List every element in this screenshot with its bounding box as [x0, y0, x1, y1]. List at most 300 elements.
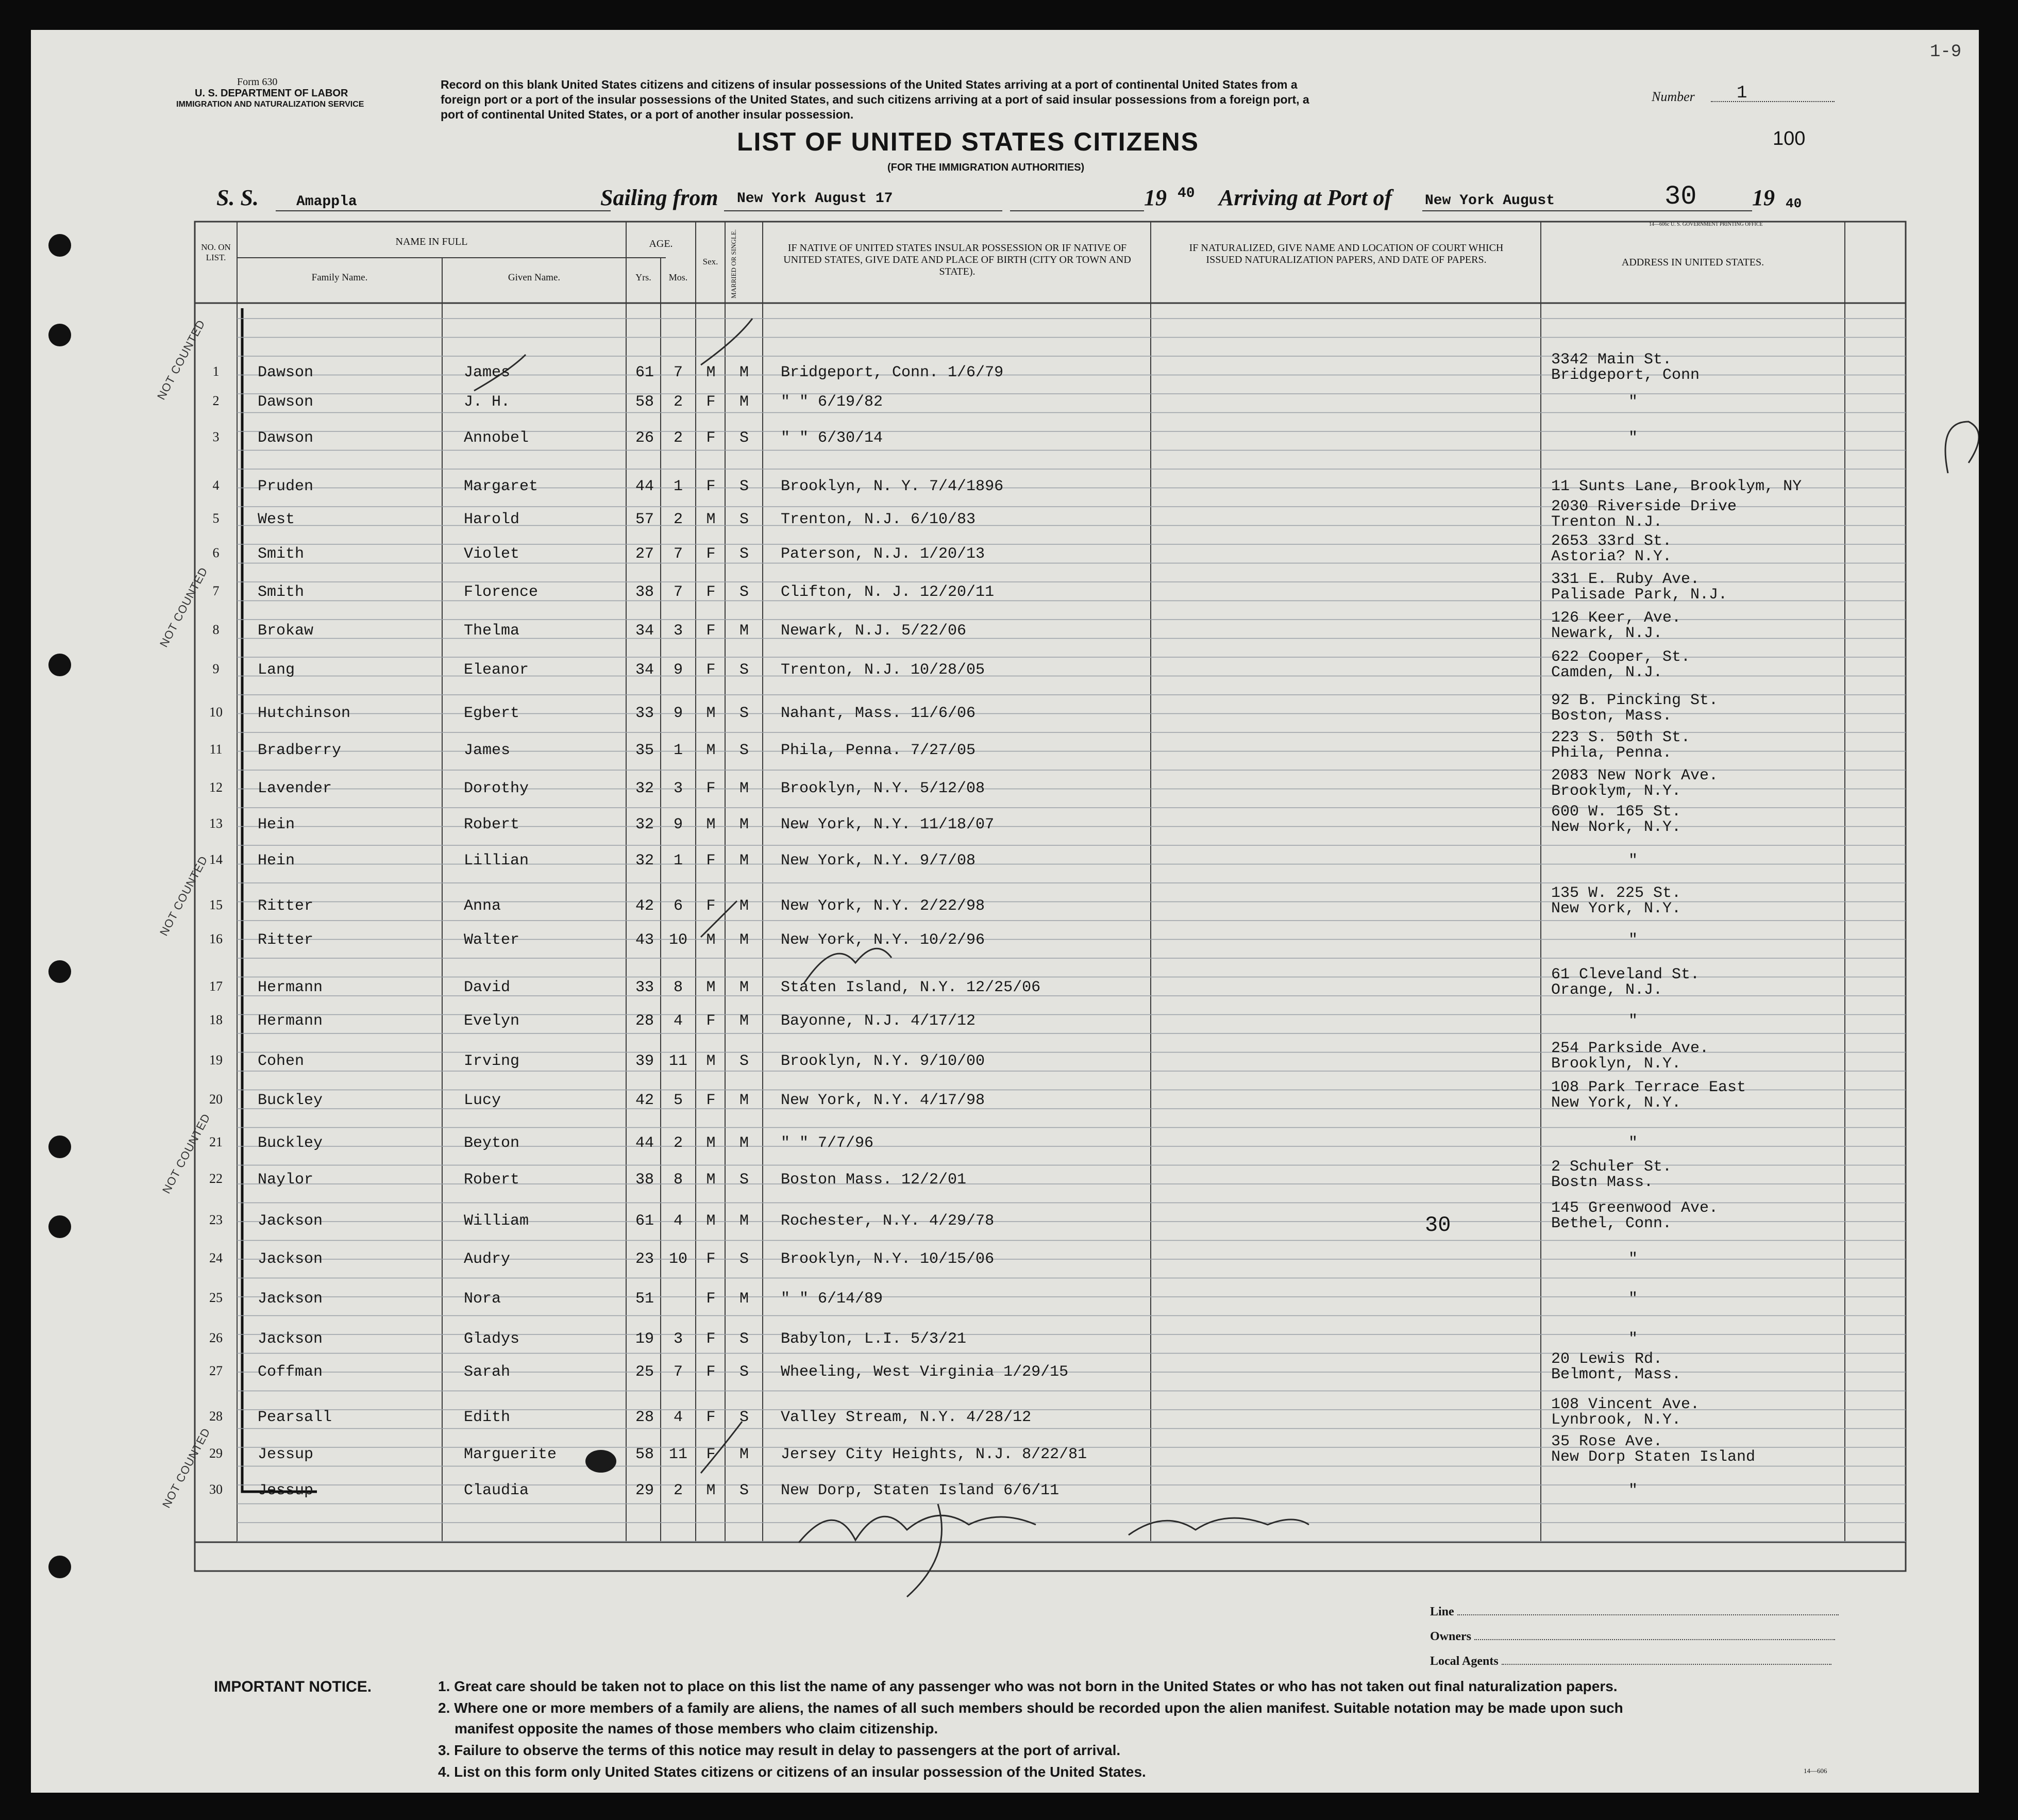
family-name: Dawson	[258, 429, 314, 447]
address-line-1: 2 Schuler St.	[1551, 1158, 1672, 1176]
age-months: 1	[673, 742, 683, 759]
col-yrs: Yrs.	[635, 272, 651, 282]
sailing-year: 40	[1178, 186, 1195, 202]
family-name: Dawson	[258, 364, 314, 381]
address-line-1: 61 Cleveland St.	[1551, 966, 1700, 983]
row-number: 19	[209, 1053, 223, 1067]
age-years: 25	[635, 1363, 654, 1381]
birth-place-date: New York, N.Y. 11/18/07	[781, 816, 995, 833]
address-line-1: 2653 33rd St.	[1551, 532, 1672, 550]
row-number: 3	[212, 429, 220, 444]
family-name: Smith	[258, 545, 305, 563]
row-number: 14	[209, 852, 223, 867]
birth-place-date: Staten Island, N.Y. 12/25/06	[781, 979, 1041, 996]
age-months: 2	[673, 511, 683, 528]
sex: M	[706, 511, 716, 528]
given-name: Beyton	[464, 1134, 520, 1152]
address-line-1: "	[1628, 1482, 1638, 1499]
row-number: 5	[212, 511, 220, 526]
marital-status: M	[739, 816, 749, 833]
corner-mark: 1-9	[1930, 42, 1962, 62]
birth-place-date: Trenton, N.J. 10/28/05	[781, 661, 985, 679]
notice-item-2: 2. Where one or more members of a family are aliens, the names of all such members should be recorded upon the alien manifest. Suitable notation may be made upon such	[438, 1700, 1623, 1716]
marital-status: S	[739, 583, 749, 601]
birth-place-date: New Dorp, Staten Island 6/6/11	[781, 1482, 1060, 1499]
address-line-1: 135 W. 225 St.	[1551, 884, 1681, 902]
given-name: Egbert	[464, 705, 520, 722]
marital-status: S	[739, 1482, 749, 1499]
address-line-2: Lynbrook, N.Y.	[1551, 1411, 1681, 1429]
given-name: Robert	[464, 816, 520, 833]
address-line-2: Boston, Mass.	[1551, 707, 1672, 725]
given-name: Annobel	[464, 429, 529, 447]
age-years: 35	[635, 742, 654, 759]
age-months: 1	[673, 478, 683, 495]
birth-place-date: Trenton, N.J. 6/10/83	[781, 511, 976, 528]
sex: F	[706, 1409, 716, 1426]
birth-place-date: " " 6/14/89	[781, 1290, 883, 1308]
age-years: 28	[635, 1409, 654, 1426]
col-mos: Mos.	[668, 272, 688, 282]
age-months: 2	[673, 429, 683, 447]
marital-status: M	[739, 364, 749, 381]
age-years: 29	[635, 1482, 654, 1499]
given-name: J. H.	[464, 393, 511, 411]
notice-item-2-cont: manifest opposite the names of those members who claim citizenship.	[455, 1721, 938, 1736]
birth-place-date: New York, N.Y. 2/22/98	[781, 897, 985, 915]
address-line-1: "	[1628, 429, 1638, 447]
age-years: 23	[635, 1250, 654, 1268]
marital-status: S	[739, 705, 749, 722]
sex: F	[706, 897, 716, 915]
age-months: 10	[668, 1250, 687, 1268]
row-number: 29	[209, 1446, 223, 1461]
age-months: 8	[673, 1171, 683, 1189]
age-years: 51	[635, 1290, 654, 1308]
row-number: 17	[209, 979, 223, 994]
row-number: 1	[212, 364, 220, 379]
sex: F	[706, 661, 716, 679]
footer-fields	[1430, 1599, 1839, 1674]
age-years: 32	[635, 780, 654, 797]
address-line-1: "	[1628, 852, 1638, 870]
age-months: 7	[673, 1363, 683, 1381]
col-name-in-full: NAME IN FULL	[395, 236, 468, 247]
col-sex: Sex.	[702, 257, 718, 266]
given-name: Dorothy	[464, 780, 529, 797]
sex: F	[706, 429, 716, 447]
not-counted-stamp: NOT COUNTED	[157, 854, 210, 938]
marital-status: M	[739, 979, 749, 996]
given-name: Lillian	[464, 852, 529, 870]
row-number: 27	[209, 1363, 223, 1378]
address-line-2: Belmont, Mass.	[1551, 1366, 1681, 1383]
marital-status: M	[739, 780, 749, 797]
marital-status: M	[739, 931, 749, 949]
arriving-port: New York August	[1425, 193, 1555, 209]
birth-place-date: Brooklyn, N. Y. 7/4/1896	[781, 478, 1004, 495]
row-number: 11	[209, 742, 223, 757]
ship-name: Amappla	[296, 194, 357, 210]
address-line-2: Bethel, Conn.	[1551, 1215, 1672, 1232]
sex: F	[706, 852, 716, 870]
arriving-year: 40	[1786, 196, 1802, 211]
birth-place-date: New York, N.Y. 9/7/08	[781, 852, 976, 870]
row-number: 10	[209, 705, 223, 720]
page-count: 100	[1773, 128, 1806, 149]
marital-status: S	[739, 742, 749, 759]
sex: F	[706, 780, 716, 797]
sex: M	[706, 1212, 716, 1230]
number-value: 1	[1737, 84, 1747, 103]
family-name: Cohen	[258, 1053, 305, 1070]
family-name: Lang	[258, 661, 295, 679]
address-line-2: Astoria? N.Y.	[1551, 548, 1672, 565]
row-number: 13	[209, 816, 223, 831]
row-number: 9	[212, 661, 220, 676]
address-line-2: New Nork, N.Y.	[1551, 819, 1681, 836]
given-name: James	[464, 742, 511, 759]
address-line-2: New York, N.Y.	[1551, 1094, 1681, 1112]
given-name: Thelma	[464, 622, 520, 640]
address-line-1: 145 Greenwood Ave.	[1551, 1199, 1719, 1217]
address-line-1: 2030 Riverside Drive	[1551, 498, 1737, 515]
manifest-sheet	[31, 30, 1979, 1793]
marital-status: S	[739, 1363, 749, 1381]
family-name: Hermann	[258, 979, 323, 996]
birth-place-date: Brooklyn, N.Y. 9/10/00	[781, 1053, 985, 1070]
instructions: Record on this blank United States citizens and citizens of insular possessions of the United States arriving at a port of continental United States from a foreign port or a port of the insular possessions of the United States, and such citizens arriving at a port of said insular possessions from a foreign port, a port of continental United States, or a port of another insular possession.	[441, 78, 1309, 121]
age-months: 8	[673, 979, 683, 996]
marital-status: S	[739, 661, 749, 679]
age-years: 34	[635, 661, 654, 679]
birth-place-date: Wheeling, West Virginia 1/29/15	[781, 1363, 1069, 1381]
sex: F	[706, 1363, 716, 1381]
birth-place-date: Brooklyn, N.Y. 10/15/06	[781, 1250, 995, 1268]
family-name: Ritter	[258, 897, 314, 915]
age-months: 1	[673, 852, 683, 870]
address-line-1: 126 Keer, Ave.	[1551, 609, 1681, 627]
arriving-day: 30	[1664, 181, 1697, 212]
col-naturalized: IF NATURALIZED, GIVE NAME AND LOCATION OF COURT WHICH ISSUED NATURALIZATION PAPERS, AND DATE OF PAPERS.	[1189, 242, 1504, 265]
family-name: Dawson	[258, 393, 314, 411]
family-name: Bradberry	[258, 742, 342, 759]
age-months: 11	[668, 1053, 687, 1070]
age-months: 9	[673, 661, 683, 679]
sex: M	[706, 1482, 716, 1499]
row-number: 18	[209, 1012, 223, 1027]
age-years: 33	[635, 705, 654, 722]
given-name: Audry	[464, 1250, 511, 1268]
sex: M	[706, 816, 716, 833]
age-years: 38	[635, 583, 654, 601]
address-line-2: New York, N.Y.	[1551, 900, 1681, 917]
age-years: 28	[635, 1012, 654, 1030]
address-line-2: Phila, Penna.	[1551, 744, 1672, 762]
sex: F	[706, 622, 716, 640]
marital-status: M	[739, 1290, 749, 1308]
sex: M	[706, 1171, 716, 1189]
address-line-1: 331 E. Ruby Ave.	[1551, 571, 1700, 588]
age-years: 44	[635, 478, 654, 495]
given-name: Harold	[464, 511, 520, 528]
address-line-1: "	[1628, 1290, 1638, 1308]
given-name: Marguerite	[464, 1446, 557, 1463]
age-months: 7	[673, 545, 683, 563]
age-months: 10	[668, 931, 687, 949]
birth-place-date: Jersey City Heights, N.J. 8/22/81	[781, 1446, 1087, 1463]
sex: F	[706, 1446, 716, 1463]
address-line-2: Camden, N.J.	[1551, 664, 1663, 681]
age-months: 5	[673, 1092, 683, 1109]
sex: F	[706, 1250, 716, 1268]
family-name: Hein	[258, 816, 295, 833]
age-months: 4	[673, 1012, 683, 1030]
ss-label: S. S.	[216, 185, 259, 210]
age-months: 2	[673, 1134, 683, 1152]
row-number: 15	[209, 897, 223, 912]
sex: M	[706, 1134, 716, 1152]
address-line-1: 2083 New Nork Ave.	[1551, 767, 1719, 784]
row-number: 23	[209, 1212, 223, 1227]
address-line-1: "	[1628, 1134, 1638, 1152]
address-line-1: 254 Parkside Ave.	[1551, 1040, 1709, 1057]
given-name: Irving	[464, 1053, 520, 1070]
birth-place-date: Bridgeport, Conn. 1/6/79	[781, 364, 1004, 381]
age-months: 11	[668, 1446, 687, 1463]
address-line-1: 3342 Main St.	[1551, 351, 1672, 369]
mid-note: 30	[1425, 1213, 1451, 1238]
given-name: Gladys	[464, 1330, 520, 1348]
family-name: Jackson	[258, 1290, 323, 1308]
sex: M	[706, 931, 716, 949]
age-years: 34	[635, 622, 654, 640]
age-years: 19	[635, 1330, 654, 1348]
marital-status: M	[739, 1134, 749, 1152]
col-given: Given Name.	[508, 272, 561, 283]
age-years: 42	[635, 897, 654, 915]
address-line-2: Brooklym, N.Y.	[1551, 782, 1681, 800]
row-number: 25	[209, 1290, 223, 1305]
marital-status: M	[739, 393, 749, 411]
marital-status: S	[739, 478, 749, 495]
given-name: Anna	[464, 897, 501, 915]
not-counted-stamp: NOT COUNTED	[160, 1426, 213, 1510]
given-name: William	[464, 1212, 529, 1230]
sex: F	[706, 1092, 716, 1109]
family-name: Hermann	[258, 1012, 323, 1030]
col-birth: IF NATIVE OF UNITED STATES INSULAR POSSESSION OR IF NATIVE OF UNITED STATES, GIVE DATE AND PLACE OF BIRTH (CITY OR TOWN AND STATE).	[783, 242, 1131, 277]
marital-status: S	[739, 1053, 749, 1070]
col-married-single: MARRIED OR SINGLE.	[730, 229, 737, 298]
age-years: 39	[635, 1053, 654, 1070]
row-number: 7	[212, 583, 220, 598]
age-months: 4	[673, 1212, 683, 1230]
sex: F	[706, 1330, 716, 1348]
birth-place-date: " " 6/19/82	[781, 393, 883, 411]
marital-status: M	[739, 622, 749, 640]
given-name: Edith	[464, 1409, 511, 1426]
sailing-from: New York August 17	[737, 191, 893, 207]
birth-place-date: Clifton, N. J. 12/20/11	[781, 583, 995, 601]
row-number: 21	[209, 1134, 223, 1149]
not-counted-stamp: NOT COUNTED	[160, 1111, 213, 1196]
address-line-1: "	[1628, 1250, 1638, 1268]
number-label: Number	[1652, 89, 1695, 104]
sex: M	[706, 979, 716, 996]
arriving-label: Arriving at Port of	[1219, 185, 1392, 210]
age-months: 7	[673, 583, 683, 601]
row-number: 28	[209, 1409, 223, 1424]
not-counted-stamp: NOT COUNTED	[157, 565, 210, 649]
address-line-2: Brooklyn, N.Y.	[1551, 1055, 1681, 1073]
sex: F	[706, 545, 716, 563]
marital-status: M	[739, 1446, 749, 1463]
address-line-1: 223 S. 50th St.	[1551, 729, 1691, 746]
age-years: 58	[635, 393, 654, 411]
row-number: 30	[209, 1482, 223, 1497]
birth-place-date: Babylon, L.I. 5/3/21	[781, 1330, 967, 1348]
arrival-year-prefix: 19	[1752, 185, 1775, 210]
age-years: 26	[635, 429, 654, 447]
age-months: 9	[673, 816, 683, 833]
marital-status: M	[739, 897, 749, 915]
sex: M	[706, 705, 716, 722]
marital-status: S	[739, 1409, 749, 1426]
address-line-2: Trenton N.J.	[1551, 513, 1663, 531]
row-number: 16	[209, 931, 223, 946]
address-line-1: 108 Park Terrace East	[1551, 1079, 1746, 1096]
family-name: Lavender	[258, 780, 332, 797]
sex: F	[706, 583, 716, 601]
row-number: 20	[209, 1092, 223, 1107]
given-name: Margaret	[464, 478, 539, 495]
footer-line-field: Line	[1430, 1599, 1839, 1624]
given-name: David	[464, 979, 511, 996]
marital-status: S	[739, 1250, 749, 1268]
notice-item-3: 3. Failure to observe the terms of this notice may result in delay to passengers at the port of arrival.	[438, 1742, 1121, 1758]
col-age: AGE.	[649, 238, 673, 249]
age-years: 27	[635, 545, 654, 563]
birth-place-date: New York, N.Y. 4/17/98	[781, 1092, 985, 1109]
sex: F	[706, 1012, 716, 1030]
sex: M	[706, 364, 716, 381]
given-name: James	[464, 364, 511, 381]
table-grid	[31, 30, 1979, 1793]
sex: M	[706, 742, 716, 759]
birth-place-date: Paterson, N.J. 1/20/13	[781, 545, 985, 563]
marital-status: S	[739, 1330, 749, 1348]
birth-place-date: " " 6/30/14	[781, 429, 883, 447]
row-number: 26	[209, 1330, 223, 1345]
address-line-2: New Dorp Staten Island	[1551, 1448, 1756, 1466]
address-line-2: Bridgeport, Conn	[1551, 366, 1700, 384]
address-line-1: 622 Cooper, St.	[1551, 648, 1691, 666]
row-number: 12	[209, 780, 223, 795]
printing-office: 14—606c U. S. GOVERNMENT PRINTING OFFICE	[1649, 222, 1763, 227]
age-years: 32	[635, 816, 654, 833]
address-line-1: 20 Lewis Rd.	[1551, 1350, 1663, 1368]
birth-place-date: " " 7/7/96	[781, 1134, 874, 1152]
service: IMMIGRATION AND NATURALIZATION SERVICE	[176, 100, 364, 109]
family-name: Naylor	[258, 1171, 314, 1189]
family-name: West	[258, 511, 295, 528]
age-years: 61	[635, 364, 654, 381]
given-name: Sarah	[464, 1363, 511, 1381]
footer-agents-field: Local Agents	[1430, 1649, 1839, 1674]
row-number: 24	[209, 1250, 223, 1265]
birth-place-date: Nahant, Mass. 11/6/06	[781, 705, 976, 722]
family-name: Jackson	[258, 1330, 323, 1348]
age-months: 6	[673, 897, 683, 915]
given-name: Lucy	[464, 1092, 501, 1109]
page-title: LIST OF UNITED STATES CITIZENS	[737, 127, 1200, 156]
age-months: 2	[673, 393, 683, 411]
given-name: Walter	[464, 931, 520, 949]
marital-status: M	[739, 1012, 749, 1030]
family-name: Pruden	[258, 478, 314, 495]
age-years: 42	[635, 1092, 654, 1109]
family-name: Buckley	[258, 1092, 323, 1109]
age-months: 9	[673, 705, 683, 722]
age-years: 33	[635, 979, 654, 996]
age-years: 61	[635, 1212, 654, 1230]
marital-status: M	[739, 1092, 749, 1109]
given-name: Eleanor	[464, 661, 529, 679]
given-name: Nora	[464, 1290, 501, 1308]
page-subtitle: (FOR THE IMMIGRATION AUTHORITIES)	[887, 162, 1085, 173]
sex: F	[706, 1290, 716, 1308]
family-name: Hein	[258, 852, 295, 870]
address-line-2: Bostn Mass.	[1551, 1174, 1654, 1191]
age-years: 57	[635, 511, 654, 528]
col-family: Family Name.	[311, 272, 368, 283]
col-address: ADDRESS IN UNITED STATES.	[1621, 257, 1764, 268]
address-line-1: 108 Vincent Ave.	[1551, 1396, 1700, 1413]
family-name: Jackson	[258, 1212, 323, 1230]
given-name: Violet	[464, 545, 520, 563]
age-months: 3	[673, 622, 683, 640]
year-prefix: 19	[1144, 185, 1167, 210]
family-name: Jessup	[258, 1446, 314, 1463]
marital-status: M	[739, 852, 749, 870]
family-name: Buckley	[258, 1134, 323, 1152]
row-number: 4	[212, 478, 220, 493]
family-name: Ritter	[258, 931, 314, 949]
age-months: 4	[673, 1409, 683, 1426]
notice-item-1: 1. Great care should be taken not to place on this list the name of any passenger who was not born in the United States or who has not taken out final naturalization papers.	[438, 1678, 1618, 1694]
marital-status: S	[739, 511, 749, 528]
birth-place-date: Rochester, N.Y. 4/29/78	[781, 1212, 995, 1230]
marital-status: S	[739, 429, 749, 447]
marital-status: S	[739, 545, 749, 563]
notice-item-4: 4. List on this form only United States citizens or citizens of an insular possession of the United States.	[438, 1764, 1146, 1780]
birth-place-date: Bayonne, N.J. 4/17/12	[781, 1012, 976, 1030]
age-years: 38	[635, 1171, 654, 1189]
marital-status: S	[739, 1171, 749, 1189]
birth-place-date: Phila, Penna. 7/27/05	[781, 742, 976, 759]
notice-heading: IMPORTANT NOTICE.	[214, 1678, 372, 1695]
family-name: Brokaw	[258, 622, 314, 640]
footer-owners-field: Owners	[1430, 1624, 1839, 1649]
row-number: 2	[212, 393, 220, 408]
age-months: 2	[673, 1482, 683, 1499]
address-line-1: "	[1628, 931, 1638, 949]
family-name: Coffman	[258, 1363, 323, 1381]
family-name: Hutchinson	[258, 705, 351, 722]
sex: F	[706, 393, 716, 411]
age-years: 44	[635, 1134, 654, 1152]
